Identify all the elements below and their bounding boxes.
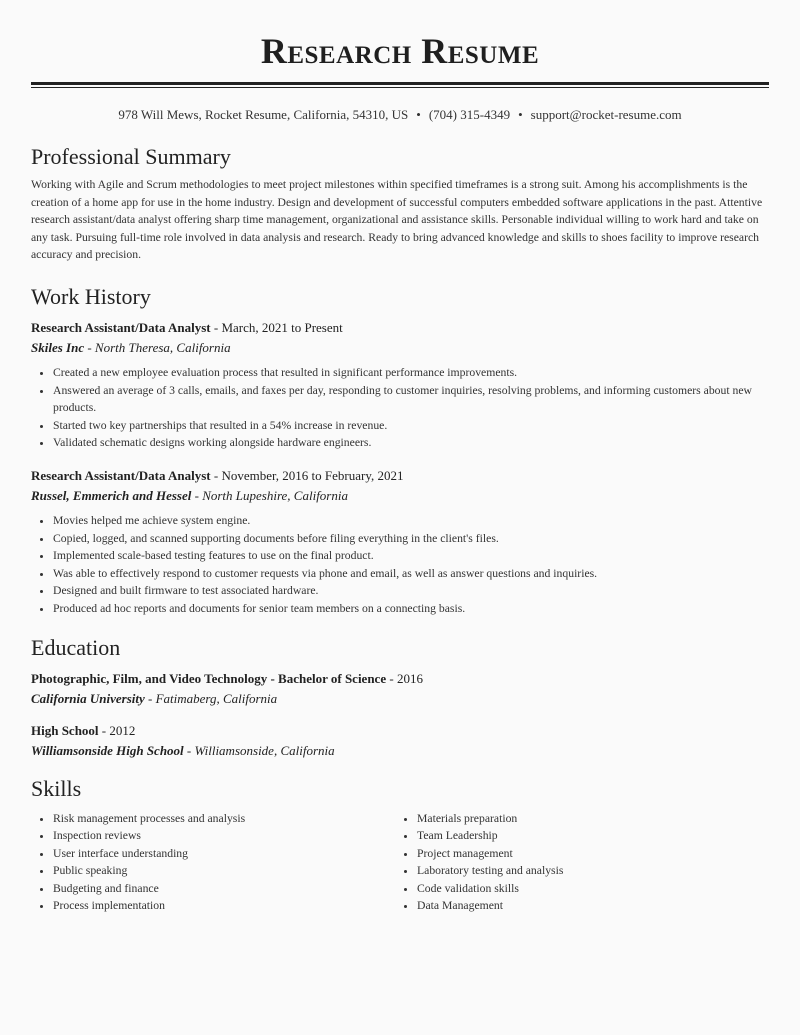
contact-phone: (704) 315-4349 xyxy=(428,107,511,122)
skills-column-left xyxy=(31,810,395,916)
skills-list xyxy=(395,810,759,916)
education-degree: High School xyxy=(31,722,99,738)
education-location: - Williamsonside, California xyxy=(183,742,335,758)
education-year: - 2012 xyxy=(98,722,136,738)
job-entry xyxy=(31,320,769,452)
summary-heading: Professional Summary xyxy=(31,144,231,169)
education-entry xyxy=(31,723,769,759)
job-title: Research Assistant/Data Analyst xyxy=(31,467,211,483)
header-rule-thick xyxy=(31,82,769,85)
education-degree: Photographic, Film, and Video Technology - Bachelor of Science xyxy=(31,670,387,686)
education-entry xyxy=(31,671,769,707)
education-heading: Education xyxy=(31,634,121,660)
job-bullets xyxy=(31,512,769,618)
skill-item: • Data Management xyxy=(417,897,759,915)
skill-item: • Laboratory testing and analysis xyxy=(417,862,759,880)
list-item: • Was able to effectively respond to customer requests via phone and email, as well as answer questions and inquiries. xyxy=(53,565,769,583)
job-location: - North Lupeshire, California xyxy=(191,487,348,503)
job-dates: - November, 2016 to February, 2021 xyxy=(210,467,404,483)
education-degree-line xyxy=(31,671,769,687)
header-rule-thin xyxy=(31,87,769,88)
job-bullets xyxy=(31,364,769,452)
list-item: • Created a new employee evaluation process that resulted in significant performance improvements. xyxy=(53,364,769,382)
resume-title: Research Resume xyxy=(260,31,540,71)
contact-separator: • xyxy=(416,107,421,122)
contact-separator: • xyxy=(518,107,523,122)
contact-line xyxy=(31,107,769,123)
skill-item: • Code validation skills xyxy=(417,880,759,898)
list-item: • Started two key partnerships that resulted in a 54% increase in revenue. xyxy=(53,417,769,435)
skills-grid xyxy=(31,810,769,916)
education-location: - Fatimaberg, California xyxy=(144,690,278,706)
skill-item: • User interface understanding xyxy=(53,845,395,863)
list-item: • Produced ad hoc reports and documents for senior team members on a connecting basis. xyxy=(53,600,769,618)
education-school: Williamsonside High School xyxy=(31,742,184,758)
job-company-line xyxy=(31,488,769,504)
work-history-section xyxy=(31,284,769,618)
job-title-line xyxy=(31,468,769,484)
job-location: - North Theresa, California xyxy=(84,339,231,355)
skill-item: • Risk management processes and analysis xyxy=(53,810,395,828)
summary-section xyxy=(31,144,769,264)
skill-item: • Inspection reviews xyxy=(53,827,395,845)
skill-item: • Budgeting and finance xyxy=(53,880,395,898)
job-company: Skiles Inc xyxy=(31,339,85,355)
education-degree-line xyxy=(31,723,769,739)
job-title-line xyxy=(31,320,769,336)
list-item: • Validated schematic designs working alongside hardware engineers. xyxy=(53,434,769,452)
job-dates: - March, 2021 to Present xyxy=(210,319,343,335)
education-section xyxy=(31,635,769,759)
education-school-line xyxy=(31,691,769,707)
skills-section xyxy=(31,776,769,916)
summary-text: Working with Agile and Scrum methodologies to meet project milestones within specified timeframes is a strong suit. Among his accomplishments is the creation of a home app for use in the home industry. Design and development of successful computers embedded software applications in the past. Attentive research assistant/data analyst offering sharp time management, organizational and assistance skills. Personable individual willing to work hard and take on any task. Pursuing full-time role involved in data analysis and research. Ready to bring advanced knowledge and skills to shoes facility to improve research accuracy and precision. xyxy=(31,178,763,262)
skills-column-right xyxy=(395,810,759,916)
job-company-line xyxy=(31,340,769,356)
skills-heading: Skills xyxy=(31,775,82,801)
work-history-heading: Work History xyxy=(31,283,151,309)
skills-list xyxy=(31,810,395,916)
education-year: - 2016 xyxy=(386,670,423,686)
skill-item: • Team Leadership xyxy=(417,827,759,845)
list-item: • Movies helped me achieve system engine. xyxy=(53,512,769,530)
education-school-line xyxy=(31,743,769,759)
skill-item: • Process implementation xyxy=(53,897,395,915)
skill-item: • Project management xyxy=(417,845,759,863)
job-entry xyxy=(31,468,769,618)
job-company: Russel, Emmerich and Hessel xyxy=(31,487,192,503)
list-item: • Answered an average of 3 calls, emails, and faxes per day, responding to customer inquiries, resolving problems, and informing customers about new products. xyxy=(53,382,769,417)
education-school: California University xyxy=(31,690,145,706)
list-item: • Copied, logged, and scanned supporting documents before filing everything in the client's files. xyxy=(53,530,769,548)
list-item: • Designed and built firmware to test associated hardware. xyxy=(53,582,769,600)
list-item: • Implemented scale-based testing features to use on the final product. xyxy=(53,547,769,565)
skill-item: • Public speaking xyxy=(53,862,395,880)
contact-address: 978 Will Mews, Rocket Resume, California, 54310, US xyxy=(118,107,409,122)
contact-email: support@rocket-resume.com xyxy=(530,107,682,122)
skill-item: • Materials preparation xyxy=(417,810,759,828)
job-title: Research Assistant/Data Analyst xyxy=(31,319,211,335)
